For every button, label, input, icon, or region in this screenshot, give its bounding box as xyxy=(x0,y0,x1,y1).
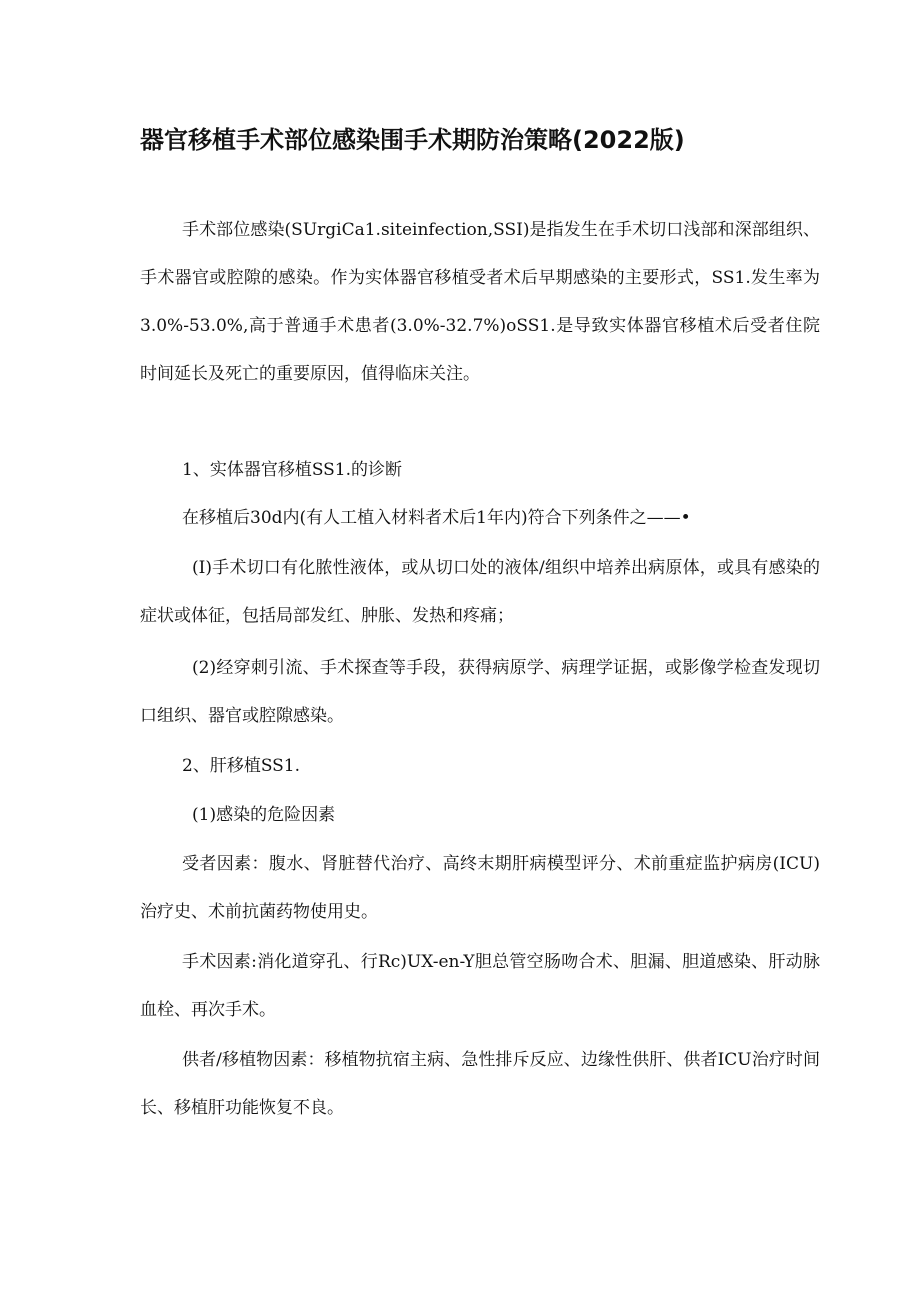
document-title: 器官移植手术部位感染围手术期防治策略(2022版) xyxy=(140,126,685,154)
section-1-lead: 在移植后30d内(有人工植入材料者术后1年内)符合下列条件之——• xyxy=(182,508,691,528)
donor-factors-paragraph: 供者/移植物因素：移植物抗宿主病、急性排斥反应、边缘性供肝、供者ICU治疗时间长、移植肝功能恢复不良。 xyxy=(140,1050,820,1118)
section-2-heading: 2、肝移植SS1. xyxy=(182,756,301,776)
criterion-2: (2)经穿刺引流、手术探查等手段，获得病原学、病理学证据，或影像学检查发现切口组织、器官或腔隙感染。 xyxy=(140,658,820,726)
criterion-1: (I)手术切口有化脓性液体，或从切口处的液体/组织中培养出病原体，或具有感染的症状或体征，包括局部发红、肿胀、发热和疼痛； xyxy=(140,558,820,626)
surgical-factors-paragraph: 手术因素:消化道穿孔、行Rc)UX-en-Y胆总管空肠吻合术、胆漏、胆道感染、肝动脉血栓、再次手术。 xyxy=(140,952,820,1020)
intro-paragraph: 手术部位感染(SUrgiCa1.siteinfection,SSI)是指发生在手术切口浅部和深部组织、手术器官或腔隙的感染。作为实体器官移植受者术后早期感染的主要形式，SS1.发生率为3.0%-53.0%,高于普通手术患者(3.0%-32.7%)oSS1.是导致实体器官移植术后受者住院时间延长及死亡的重要原因，值得临床关注。 xyxy=(140,220,820,384)
recipient-factors-paragraph: 受者因素：腹水、肾脏替代治疗、高终末期肝病模型评分、术前重症监护病房(ICU)治疗史、术前抗菌药物使用史。 xyxy=(140,854,820,922)
section-1-heading: 1、实体器官移植SS1.的诊断 xyxy=(182,460,403,480)
subsection-1-heading: (1)感染的危险因素 xyxy=(192,805,336,825)
